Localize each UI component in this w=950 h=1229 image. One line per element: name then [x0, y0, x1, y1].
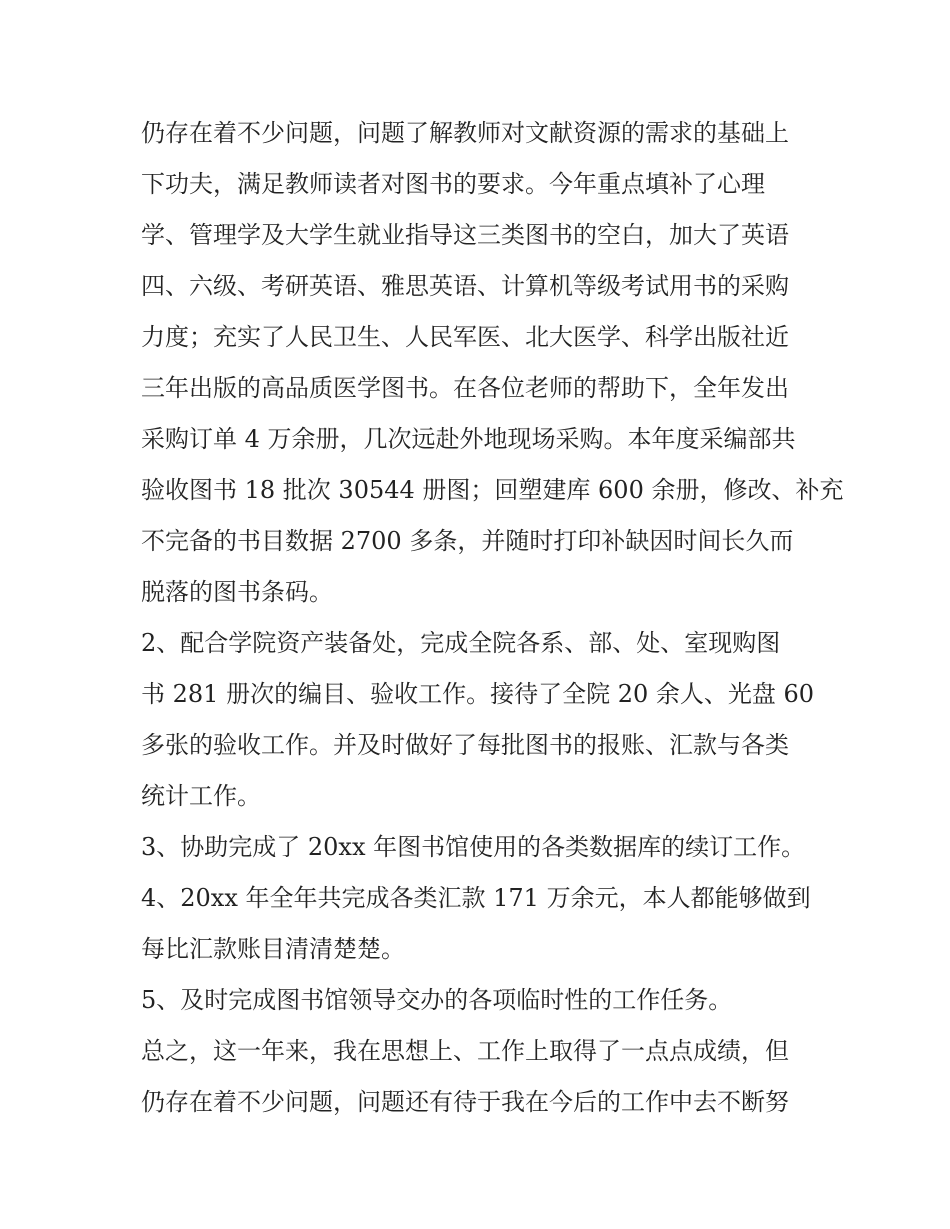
text-line: 采购订单 4 万余册，几次远赴外地现场采购。本年度采编部共 [141, 425, 796, 453]
text-line: 不完备的书目数据 2700 多条，并随时打印补缺因时间长久而 [141, 527, 794, 555]
text-line: 每比汇款账目清清楚楚。 [141, 935, 405, 963]
text-line: 仍存在着不少问题，问题还有待于我在今后的工作中去不断努 [141, 1088, 789, 1116]
text-line: 下功夫，满足教师读者对图书的要求。今年重点填补了心理 [141, 170, 765, 198]
text-line: 书 281 册次的编目、验收工作。接待了全院 20 余人、光盘 60 [141, 680, 815, 708]
text-line: 力度；充实了人民卫生、人民军医、北大医学、科学出版社近 [141, 323, 789, 351]
list-item-4: 4、20xx 年全年共完成各类汇款 171 万余元，本人都能够做到 [141, 884, 811, 912]
text-line: 学、管理学及大学生就业指导这三类图书的空白，加大了英语 [141, 221, 789, 249]
document-body [141, 108, 844, 1128]
list-item-5: 5、及时完成图书馆领导交办的各项临时性的工作任务。 [141, 986, 733, 1014]
summary-line: 总之，这一年来，我在思想上、工作上取得了一点点成绩，但 [141, 1037, 789, 1065]
list-item-2: 2、配合学院资产装备处，完成全院各系、部、处、室现购图 [141, 629, 781, 657]
text-line: 验收图书 18 批次 30544 册图；回塑建库 600 余册，修改、补充 [141, 476, 844, 504]
text-line: 脱落的图书条码。 [141, 578, 333, 606]
text-line: 仍存在着不少问题，问题了解教师对文献资源的需求的基础上 [141, 119, 789, 147]
text-line: 统计工作。 [141, 782, 261, 810]
text-line: 四、六级、考研英语、雅思英语、计算机等级考试用书的采购 [141, 272, 789, 300]
list-item-3: 3、协助完成了 20xx 年图书馆使用的各类数据库的续订工作。 [141, 833, 806, 861]
text-line: 三年出版的高品质医学图书。在各位老师的帮助下，全年发出 [141, 374, 789, 402]
text-line: 多张的验收工作。并及时做好了每批图书的报账、汇款与各类 [141, 731, 789, 759]
